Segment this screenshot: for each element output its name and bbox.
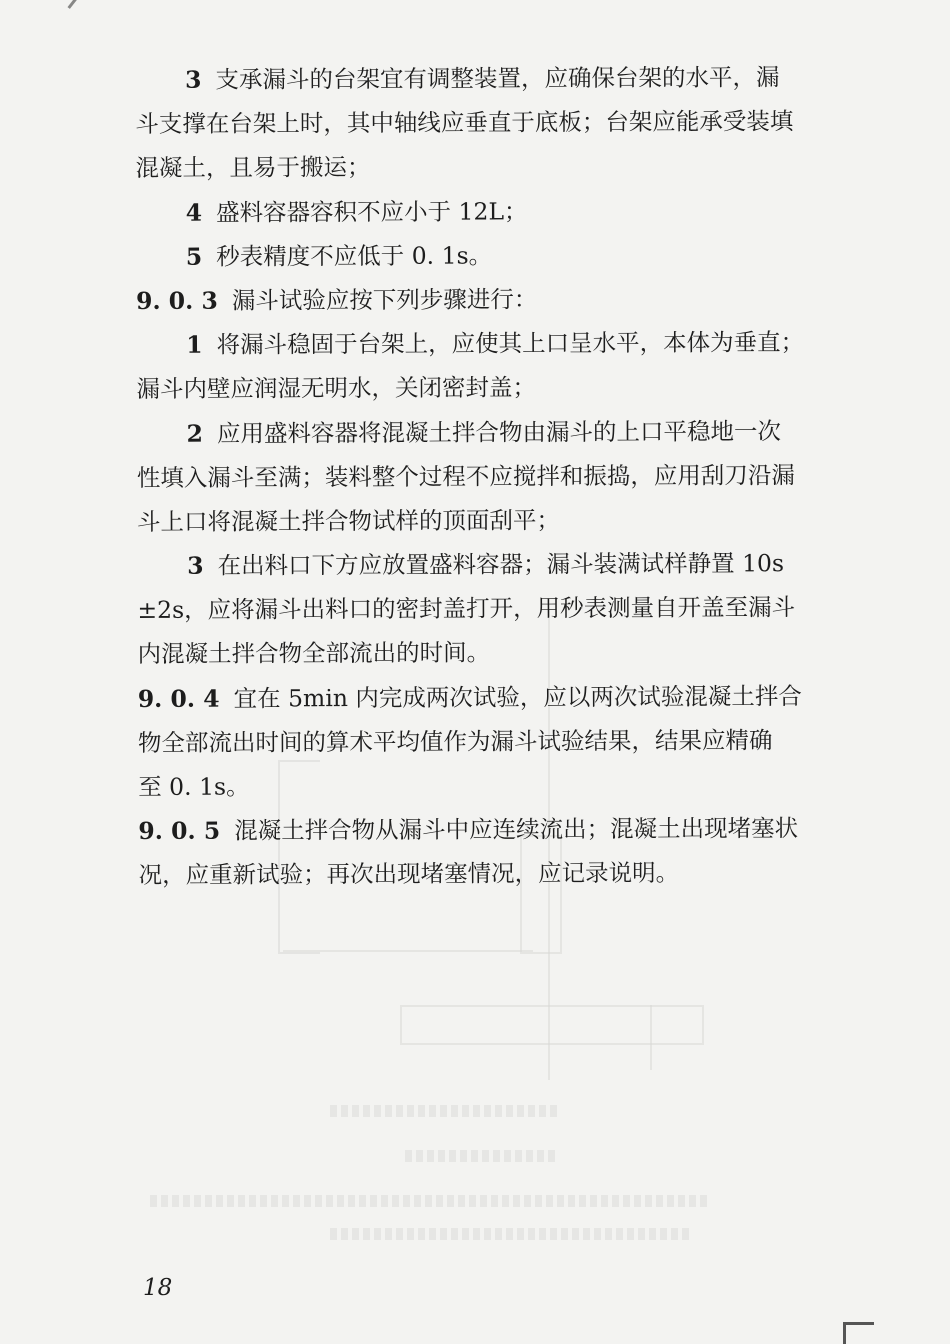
text-line — [138, 806, 863, 853]
text-line — [138, 762, 863, 809]
clause-number: 9. 0. 5 — [138, 816, 221, 846]
line-text: ±2s，应将漏斗出料口的密封盖打开，用秒表测量自开盖至漏斗 — [137, 593, 796, 625]
line-text: 宜在 5min 内完成两次试验，应以两次试验混凝土拌合 — [233, 681, 802, 713]
body-text — [135, 55, 864, 898]
item-number: 2 — [186, 419, 204, 448]
line-text: 应用盛料容器将混凝土拌合物由漏斗的上口平稳地一次 — [216, 416, 782, 448]
text-line — [138, 850, 863, 897]
text-line — [136, 276, 861, 323]
item-number: 4 — [185, 198, 203, 227]
line-text: 斗上口将混凝土拌合物试样的顶面刮平； — [136, 506, 561, 536]
item-number: 3 — [185, 65, 202, 94]
item-number: 5 — [185, 242, 203, 271]
bleed-through-line — [283, 950, 533, 952]
text-line — [135, 55, 860, 102]
text-line — [137, 585, 862, 632]
line-text: 支承漏斗的台架宜有调整装置，应确保台架的水平，漏 — [215, 63, 780, 94]
item-number: 3 — [187, 551, 204, 580]
paragraph-clause-9-0-5 — [138, 806, 863, 898]
bleed-through-shape — [400, 1005, 704, 1045]
text-line — [138, 629, 863, 676]
paragraph-step-3 — [137, 541, 863, 677]
text-line — [135, 99, 860, 146]
paragraph-item-4-container — [136, 187, 861, 234]
line-text: 斗支撑在台架上时，其中轴线应垂直于底板；台架应能承受装填 — [135, 107, 794, 139]
text-line — [137, 453, 862, 500]
text-line — [137, 497, 862, 544]
paragraph-clause-9-0-3 — [136, 276, 861, 323]
bleed-through-text — [405, 1150, 555, 1162]
text-line — [137, 408, 862, 455]
line-text: 至 0. 1s。 — [138, 772, 250, 801]
text-line — [136, 320, 861, 367]
page-number: 18 — [143, 1275, 173, 1301]
line-text: 将漏斗稳固于台架上，应使其上口呈水平，本体为垂直； — [216, 328, 805, 359]
clause-number: 9. 0. 4 — [137, 684, 220, 713]
paragraph-clause-9-0-4 — [138, 673, 864, 809]
paragraph-item-5-stopwatch — [136, 232, 861, 279]
line-text: 混凝土，且易于搬运； — [135, 153, 371, 183]
line-text: 在出料口下方应放置盛料容器；漏斗装满试样静置 10s — [217, 549, 785, 580]
bleed-through-text — [330, 1105, 560, 1117]
bleed-through-line — [650, 1005, 652, 1070]
line-text: 盛料容器容积不应小于 12L； — [215, 196, 528, 227]
line-text: 混凝土拌合物从漏斗中应连续流出；混凝土出现堵塞状 — [234, 814, 799, 845]
clause-number: 9. 0. 3 — [135, 286, 218, 315]
line-text: 内混凝土拌合物全部流出的时间。 — [137, 638, 491, 669]
scan-corner-mark-bottom — [843, 1322, 874, 1344]
text-line — [138, 718, 863, 765]
text-line — [137, 541, 862, 588]
text-line — [138, 673, 863, 720]
text-line — [136, 232, 861, 279]
paragraph-step-1 — [136, 320, 861, 412]
bleed-through-text — [150, 1195, 710, 1207]
line-text: 漏斗内壁应润湿无明水，关闭密封盖； — [136, 373, 537, 404]
scan-corner-mark — [67, 0, 109, 27]
item-number: 1 — [186, 330, 203, 359]
paragraph-step-2 — [137, 408, 863, 544]
line-text: 漏斗试验应按下列步骤进行： — [231, 285, 538, 315]
paragraph-item-3-frame — [135, 55, 861, 191]
text-line — [136, 364, 861, 411]
line-text: 况，应重新试验；再次出现堵塞情况，应记录说明。 — [138, 859, 680, 890]
line-text: 物全部流出时间的算术平均值作为漏斗试验结果，结果应精确 — [137, 726, 773, 757]
line-text: 性填入漏斗至满；装料整个过程不应搅拌和振捣，应用刮刀沿漏 — [136, 460, 795, 492]
text-line — [135, 143, 860, 190]
line-text: 秒表精度不应低于 0. 1s。 — [216, 241, 493, 271]
bleed-through-text — [330, 1228, 690, 1240]
text-line — [136, 187, 861, 234]
